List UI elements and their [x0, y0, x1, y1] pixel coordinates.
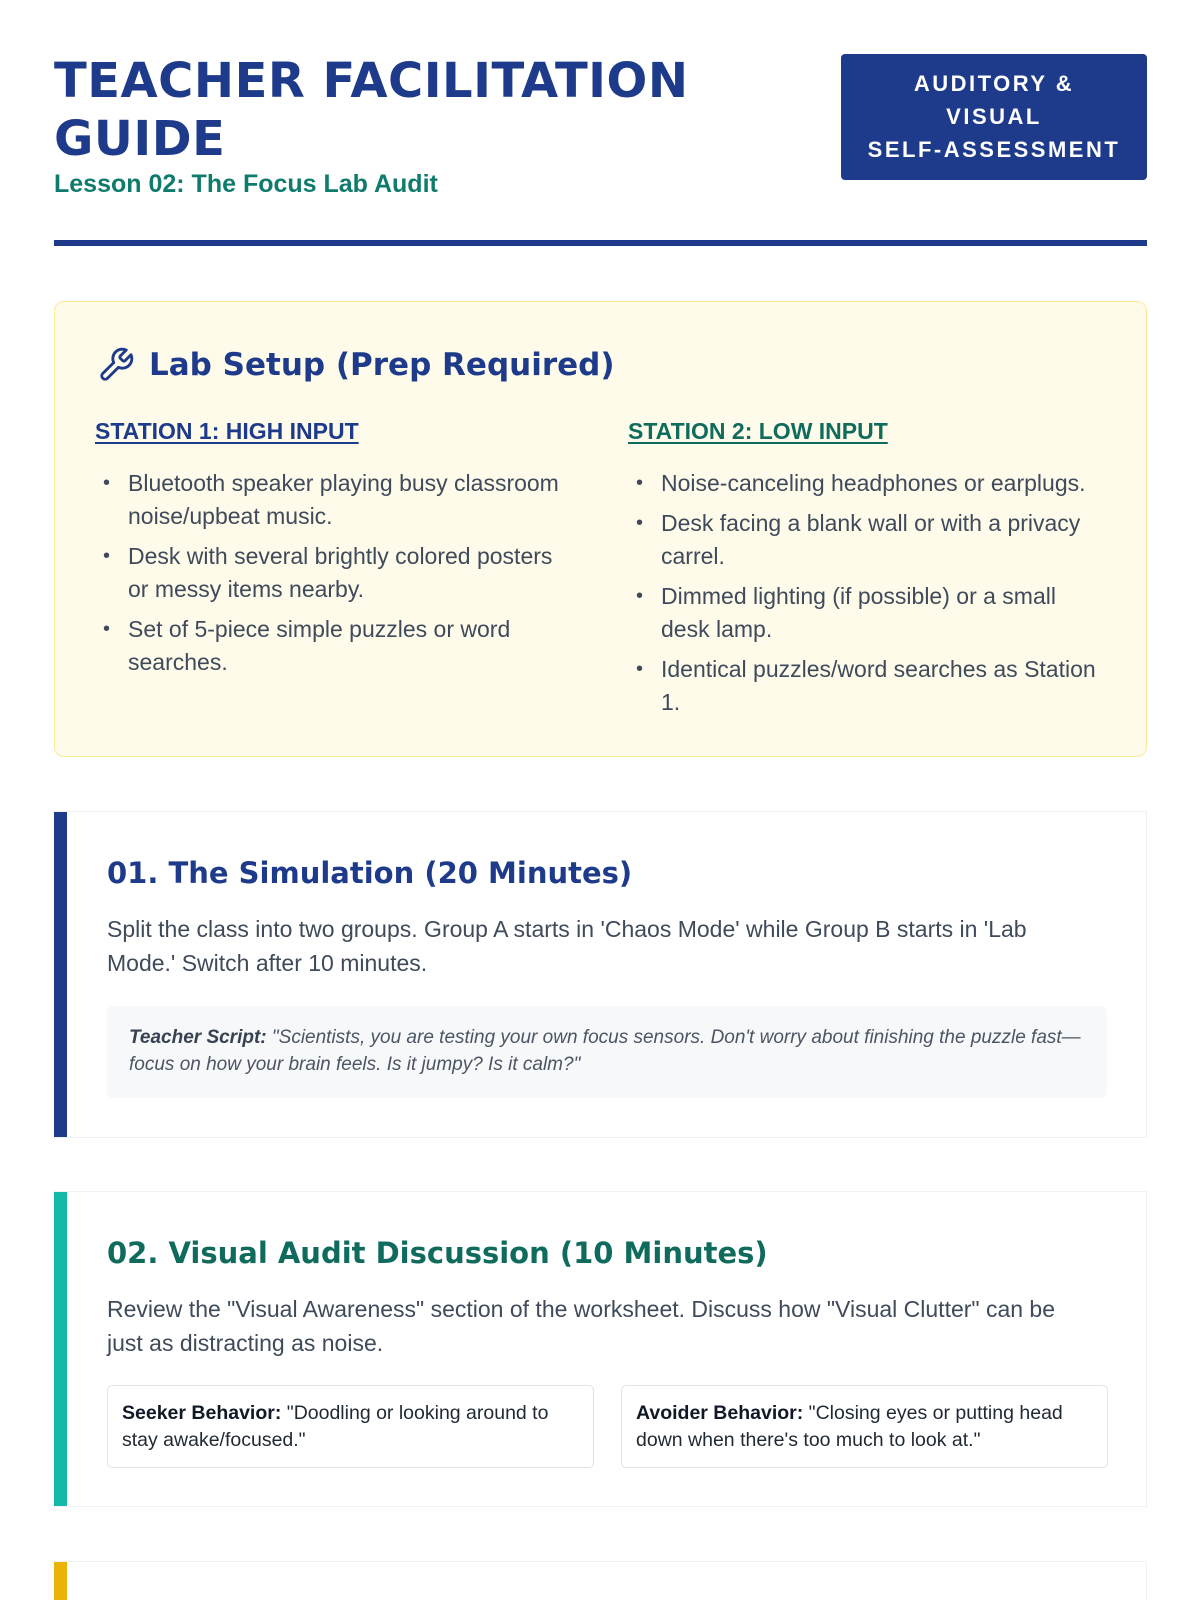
section-accent-bar [54, 1192, 67, 1506]
station-1-list [95, 467, 575, 679]
badge-line: SELF-ASSESSMENT [867, 137, 1121, 162]
station-1-title: STATION 1: HIGH INPUT [95, 418, 359, 444]
lab-setup-heading [97, 346, 615, 384]
avoider-behavior-text: "Closing eyes or putting head down when there's too much to look at." [636, 1402, 1063, 1451]
visual-audit-section [54, 1191, 1147, 1507]
seeker-behavior-text: "Doodling or looking around to stay awake/focused." [122, 1402, 549, 1451]
list-item: • Desk with several brightly colored posters or messy items nearby. [95, 540, 575, 606]
section-accent-bar [54, 1562, 67, 1600]
next-section [54, 1561, 1147, 1600]
page-subtitle: Lesson 02: The Focus Lab Audit [54, 170, 438, 198]
avoider-behavior-label: Avoider Behavior: [636, 1402, 804, 1424]
list-item: • Desk facing a blank wall or with a privacy carrel. [628, 507, 1108, 573]
badge-line: VISUAL [946, 104, 1042, 129]
station-2 [628, 418, 1108, 726]
list-item: • Bluetooth speaker playing busy classroom noise/upbeat music. [95, 467, 575, 533]
avoider-behavior-card [621, 1385, 1108, 1468]
page-title: TEACHER FACILITATION GUIDE [54, 53, 689, 167]
simulation-section [54, 811, 1147, 1138]
lab-setup-panel [54, 301, 1147, 757]
list-item: • Dimmed lighting (if possible) or a small desk lamp. [628, 580, 1108, 646]
section-title: 01. The Simulation (20 Minutes) [107, 856, 633, 890]
station-2-title: STATION 2: LOW INPUT [628, 418, 888, 444]
section-accent-bar [54, 812, 67, 1137]
section-title: 02. Visual Audit Discussion (10 Minutes) [107, 1236, 768, 1270]
seeker-behavior-label: Seeker Behavior: [122, 1402, 282, 1424]
station-2-list [628, 467, 1108, 719]
page-header [54, 52, 1147, 248]
list-item: • Identical puzzles/word searches as Station 1. [628, 653, 1108, 719]
header-divider [54, 240, 1147, 246]
section-text: Split the class into two groups. Group A starts in 'Chaos Mode' while Group B starts in 'Lab Mode.' Switch after 10 minutes. [107, 916, 1027, 976]
teacher-script [107, 1006, 1107, 1098]
badge-line: AUDITORY & [913, 71, 1075, 96]
assessment-badge [841, 54, 1147, 180]
station-1 [95, 418, 575, 686]
list-item: • Set of 5-piece simple puzzles or word searches. [95, 613, 575, 679]
teacher-script-label: Teacher Script: [129, 1027, 267, 1048]
teacher-script-text: "Scientists, you are testing your own focus sensors. Don't worry about finishing the puzzle fast—focus on how your brain feels. Is it jumpy? Is it calm?" [129, 1027, 1081, 1075]
section-text: Review the "Visual Awareness" section of the worksheet. Discuss how "Visual Clutter" can be just as distracting as noise. [107, 1296, 1056, 1356]
wrench-icon [97, 346, 135, 384]
list-item: • Noise-canceling headphones or earplugs. [628, 467, 1108, 500]
lab-setup-title: Lab Setup (Prep Required) [149, 347, 615, 383]
seeker-behavior-card [107, 1385, 594, 1468]
